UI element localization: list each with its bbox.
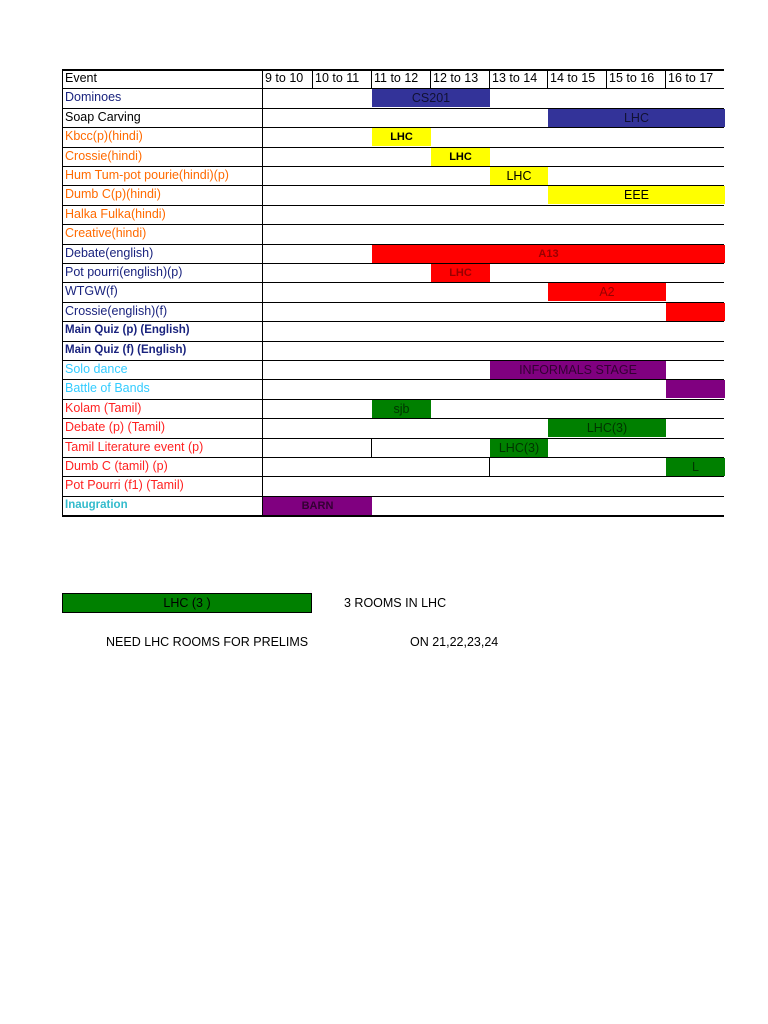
booking-block: [666, 380, 725, 398]
booking-block: LHC: [431, 148, 490, 166]
event-name: Kbcc(p)(hindi): [65, 129, 143, 144]
row-line: [62, 224, 724, 225]
header-column-line: [665, 69, 666, 88]
cell-line: [371, 438, 372, 457]
time-slot-header: 10 to 11: [315, 71, 360, 85]
event-name: Solo dance: [65, 362, 128, 376]
booking-block: CS201: [372, 89, 490, 107]
event-name: Pot Pourri (f1) (Tamil): [65, 478, 184, 493]
booking-block: A2: [548, 283, 666, 301]
header-column-line: [547, 69, 548, 88]
booking-block: LHC(3): [548, 419, 666, 437]
booking-block: LHC: [431, 264, 490, 282]
time-slot-header: 16 to 17: [668, 71, 714, 85]
header-column-line: [312, 69, 313, 88]
row-line: [62, 147, 724, 148]
booking-block: sjb: [372, 400, 431, 418]
cell-line: [489, 457, 490, 476]
event-name: Battle of Bands: [65, 381, 150, 396]
event-name: Soap Carving: [65, 109, 141, 124]
booking-block: LHC(3): [490, 439, 548, 457]
booking-block: EEE: [548, 186, 725, 204]
legend-box-label: LHC (3 ): [163, 596, 211, 610]
event-name: Pot pourri(english)(p): [65, 265, 183, 279]
header-column-line: [371, 69, 372, 88]
event-name: Dumb C(p)(hindi): [65, 187, 161, 202]
time-slot-header: 9 to 10: [265, 71, 304, 85]
prelims-note: NEED LHC ROOMS FOR PRELIMS: [106, 635, 309, 649]
event-name: WTGW(f): [65, 284, 118, 299]
booking-block: LHC: [372, 128, 431, 146]
time-slot-header: 11 to 12: [374, 71, 419, 85]
row-line: [62, 496, 724, 497]
event-name: Kolam (Tamil): [65, 400, 142, 415]
row-line: [62, 515, 724, 517]
booking-block: LHC: [490, 167, 548, 185]
column-line: [262, 69, 263, 515]
event-name: Halka Fulka(hindi): [65, 206, 166, 221]
header-column-line: [606, 69, 607, 88]
event-name: Crossie(hindi): [65, 148, 143, 163]
header-column-line: [430, 69, 431, 88]
booking-block: BARN: [263, 497, 372, 515]
event-name: Main Quiz (f) (English): [65, 343, 187, 356]
booking-block: INFORMALS STAGE: [490, 361, 666, 379]
event-name: Debate(english): [65, 245, 154, 260]
time-slot-header: 15 to 16: [609, 71, 655, 85]
event-name: Crossie(english)(f): [65, 303, 168, 318]
legend-description: 3 ROOMS IN LHC: [344, 596, 447, 610]
event-name: Dumb C (tamil) (p): [65, 459, 168, 473]
legend-color-box: [62, 593, 312, 613]
header-column-line: [489, 69, 490, 88]
event-name: Tamil Literature event (p): [65, 439, 204, 454]
row-line: [62, 379, 724, 380]
event-name: Debate (p) (Tamil): [65, 420, 166, 435]
prelims-dates: ON 21,22,23,24: [410, 635, 499, 649]
column-line: [62, 69, 63, 515]
time-slot-header: 13 to 14: [492, 71, 538, 85]
booking-block: L: [666, 458, 725, 476]
booking-block: [666, 303, 725, 321]
booking-block: LHC: [548, 109, 725, 127]
event-name: Hum Tum-pot pourie(hindi)(p): [65, 168, 229, 182]
time-slot-header: 14 to 15: [550, 71, 596, 85]
row-line: [62, 69, 724, 71]
time-slot-header: 12 to 13: [433, 71, 479, 85]
booking-block: A13: [372, 245, 725, 263]
event-name: Creative(hindi): [65, 226, 147, 241]
event-name: Inaugration: [65, 498, 128, 511]
event-name: Main Quiz (p) (English): [65, 324, 190, 337]
event-name: Dominoes: [65, 90, 122, 105]
event-column-header: Event: [65, 71, 97, 85]
